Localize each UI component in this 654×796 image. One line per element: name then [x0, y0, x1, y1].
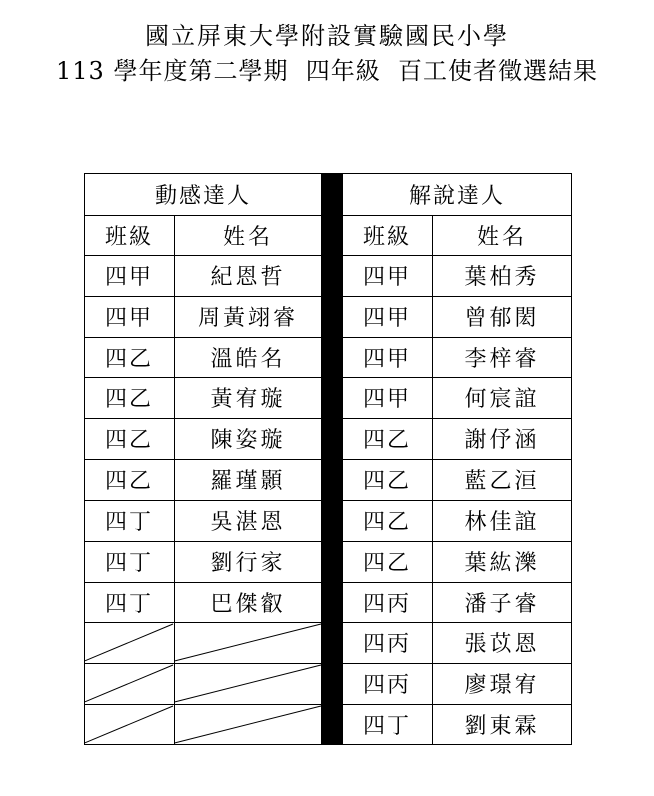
- class-cell: 四甲: [104, 264, 153, 290]
- column-header-class: 班級: [362, 224, 411, 250]
- name-cell: 廖璟宥: [464, 673, 540, 699]
- name-cell: 巴傑叡: [210, 591, 286, 617]
- column-header-name: 姓名: [476, 224, 527, 250]
- name-cell: 溫皓名: [210, 346, 286, 372]
- name-cell: 吳湛恩: [210, 509, 286, 535]
- empty-row-strike: [84, 704, 322, 745]
- strike-line: [85, 624, 173, 661]
- name-cell: 葉紘濼: [464, 550, 540, 576]
- class-cell: 四丁: [104, 509, 153, 535]
- category-header: 解說達人: [408, 183, 505, 209]
- table-divider: [322, 173, 342, 745]
- name-cell: 羅瑾顥: [210, 469, 286, 495]
- name-cell: 周黃翊睿: [197, 305, 298, 331]
- strike-line: [175, 624, 321, 661]
- class-cell: 四丙: [362, 673, 411, 699]
- class-cell: 四甲: [362, 387, 411, 413]
- class-cell: 四甲: [362, 305, 411, 331]
- name-cell: 張苡恩: [464, 632, 540, 658]
- class-cell: 四丙: [362, 591, 411, 617]
- name-cell: 紀恩哲: [210, 264, 286, 290]
- name-cell: 黃宥璇: [210, 387, 286, 413]
- class-cell: 四丁: [104, 550, 153, 576]
- name-cell: 潘子睿: [464, 591, 540, 617]
- result-title: 113 學年度第二學期 四年級 百工使者徵選結果: [56, 57, 598, 85]
- school-name-title: 國立屏東大學附設實驗國民小學: [145, 22, 509, 50]
- column-header-class: 班級: [104, 224, 153, 250]
- class-cell: 四乙: [104, 469, 153, 495]
- name-cell: 謝伃涵: [464, 428, 540, 454]
- class-cell: 四乙: [362, 509, 411, 535]
- table-border-line: [84, 744, 322, 745]
- name-cell: 曾郁閎: [464, 305, 540, 331]
- strike-line: [175, 665, 321, 702]
- class-cell: 四乙: [362, 428, 411, 454]
- name-cell: 李梓睿: [464, 346, 540, 372]
- name-cell: 葉柏秀: [464, 264, 540, 290]
- table-border-line: [342, 744, 572, 745]
- empty-row-strike: [84, 622, 322, 663]
- name-cell: 陳姿璇: [210, 428, 286, 454]
- selection-results-table: [84, 173, 572, 745]
- name-cell: 何宸誼: [464, 387, 540, 413]
- name-cell: 藍乙洹: [464, 469, 540, 495]
- strike-line: [175, 706, 321, 743]
- class-cell: 四甲: [362, 346, 411, 372]
- class-cell: 四乙: [362, 550, 411, 576]
- class-cell: 四丁: [104, 591, 153, 617]
- strike-line: [85, 665, 173, 702]
- strike-line: [85, 706, 173, 743]
- class-cell: 四丙: [362, 632, 411, 658]
- class-cell: 四乙: [104, 387, 153, 413]
- column-header-name: 姓名: [222, 224, 273, 250]
- class-cell: 四乙: [104, 346, 153, 372]
- class-cell: 四乙: [362, 469, 411, 495]
- name-cell: 劉行家: [210, 550, 286, 576]
- class-cell: 四丁: [362, 714, 411, 740]
- name-cell: 林佳誼: [464, 509, 540, 535]
- name-cell: 劉東霖: [464, 714, 540, 740]
- class-cell: 四甲: [104, 305, 153, 331]
- category-header: 動感達人: [154, 183, 251, 209]
- class-cell: 四甲: [362, 264, 411, 290]
- empty-row-strike: [84, 663, 322, 704]
- class-cell: 四乙: [104, 428, 153, 454]
